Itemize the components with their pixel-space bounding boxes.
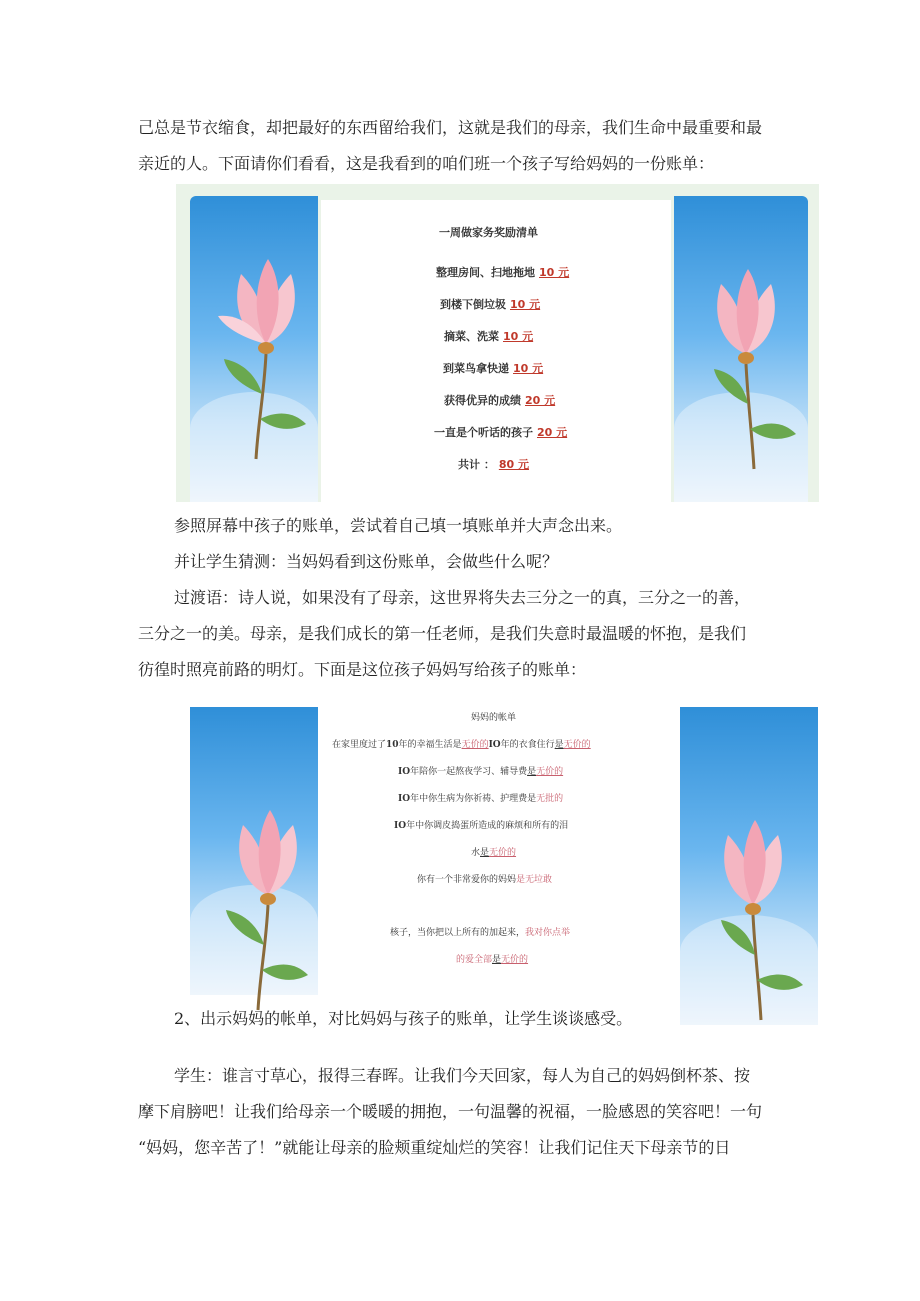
bill-item-label: 整理房间、扫地拖地 [436, 266, 535, 279]
text: 10 [386, 740, 399, 750]
text: 我对你点举 [525, 928, 571, 938]
text: 是 [554, 740, 564, 750]
bill-item [434, 424, 567, 440]
text: 无价的 [489, 848, 517, 858]
text: 在家里度过了 [332, 740, 387, 750]
text: IO [398, 767, 411, 777]
bill-total-label: 共计 ： [458, 458, 495, 471]
text-line: “妈妈，您辛苦了！”就能让母亲的脸颊重绽灿烂的笑容！让我们记住天下母亲节的日 [138, 1138, 731, 1157]
mom-bill-line [398, 791, 563, 804]
magnolia-flower-icon [693, 805, 813, 1025]
text: 无价的 [501, 955, 529, 965]
text-line: 三分之一的美。母亲，是我们成长的第一任老师，是我们失意时最温暖的怀抱，是我们 [138, 624, 747, 643]
bill-item-label: 获得优异的成绩 [444, 394, 521, 407]
text: 年中你生病为你祈祷、护理费 [410, 794, 528, 804]
text: 年陪你一起熬夜学习、辅导费 [410, 767, 528, 777]
bill-item-amount: 10 元 [513, 362, 544, 375]
mom-bill-line [417, 872, 552, 885]
bill-item [440, 296, 540, 312]
text: 是无垃敢 [516, 875, 553, 885]
text: 年的衣食住行 [500, 740, 555, 750]
paragraph-compare [174, 1001, 654, 1037]
bill-total-amount: 80 元 [498, 458, 529, 471]
bill-item-label: 一直是个听话的孩子 [434, 426, 533, 439]
text: 无价的 [536, 767, 564, 777]
paragraph-instruction [174, 508, 788, 544]
child-bill-image [176, 184, 819, 502]
mom-bill-line [398, 764, 563, 777]
paragraph-transition [138, 580, 788, 688]
text: 核子，当你把以上所有的加起来， [390, 928, 526, 938]
bill-item [444, 392, 555, 408]
text: 年中你调皮捣蛋所造成的麻烦和所有的泪 [406, 821, 569, 831]
text: 是 [527, 767, 537, 777]
text: 是 [492, 955, 502, 965]
text: IO [394, 821, 407, 831]
text: 的爱全部 [456, 955, 493, 965]
mom-bill-line [471, 845, 516, 858]
magnolia-flower-icon [198, 795, 318, 1015]
mom-bill-line [394, 818, 568, 831]
text: IO [488, 740, 501, 750]
text: 无批的 [536, 794, 564, 804]
text: 年的幸福生活是 [398, 740, 462, 750]
text: 是 [527, 794, 537, 804]
text: 你有一个非常爱你的妈妈 [417, 875, 517, 885]
paragraph-conclusion [138, 1058, 788, 1166]
text-line: 彷徨时照亮前路的明灯。下面是这位孩子妈妈写给孩子的账单： [138, 660, 587, 679]
paragraph-question [174, 544, 788, 580]
mom-bill-line [456, 952, 528, 965]
text-line: 参照屏幕中孩子的账单，尝试着自己填一填账单并大声念出来。 [174, 516, 623, 535]
bill-item-amount: 20 元 [537, 426, 568, 439]
bill-item-amount: 20 元 [525, 394, 556, 407]
bill-total [458, 456, 529, 472]
text-line: 亲近的人。下面请你们看看，这是我看到的咱们班一个孩子写给妈妈的一份账单： [138, 154, 715, 173]
bill-item [443, 360, 543, 376]
bill-item [436, 264, 569, 280]
text-line: 摩下肩膀吧！让我们给母亲一个暖暖的拥抱，一句温馨的祝福，一脸感恩的笑容吧！一句 [138, 1102, 763, 1121]
text-line: 2、出示妈妈的帐单，对比妈妈与孩子的账单，让学生谈谈感受。 [174, 1009, 633, 1028]
text-line: 并让学生猜测：当妈妈看到这份账单，会做些什么呢？ [174, 552, 559, 571]
text: IO [398, 794, 411, 804]
paragraph-intro [138, 110, 788, 182]
text: 无价的 [563, 740, 591, 750]
bill-item-amount: 10 元 [539, 266, 570, 279]
bill-item-label: 到楼下倒垃圾 [440, 298, 506, 311]
bill-item-amount: 10 元 [503, 330, 534, 343]
text-line: 学生：谁言寸草心，报得三春晖。让我们今天回家，每人为自己的妈妈倒杯茶、按 [174, 1066, 751, 1085]
bill-item-label: 摘菜、洗菜 [444, 330, 499, 343]
magnolia-flower-icon [686, 254, 806, 474]
mom-bill-line [332, 737, 591, 750]
magnolia-flower-icon [196, 244, 316, 464]
bill-item-amount: 10 元 [510, 298, 541, 311]
text: 无价的 [461, 740, 489, 750]
text-line: 己总是节衣缩食，却把最好的东西留给我们，这就是我们的母亲，我们生命中最重要和最 [138, 118, 763, 137]
bill-item [444, 328, 533, 344]
text: 水 [471, 848, 481, 858]
bill-title: 一周做家务奖励清单 [439, 226, 538, 239]
mom-bill-line [390, 925, 570, 938]
text: 是 [480, 848, 490, 858]
text-line: 过渡语：诗人说，如果没有了母亲，这世界将失去三分之一的真，三分之一的善， [174, 588, 751, 607]
mom-bill-title: 妈妈的帐单 [471, 713, 517, 723]
bill-item-label: 到菜鸟拿快递 [443, 362, 509, 375]
mom-bill-image [188, 705, 820, 1025]
